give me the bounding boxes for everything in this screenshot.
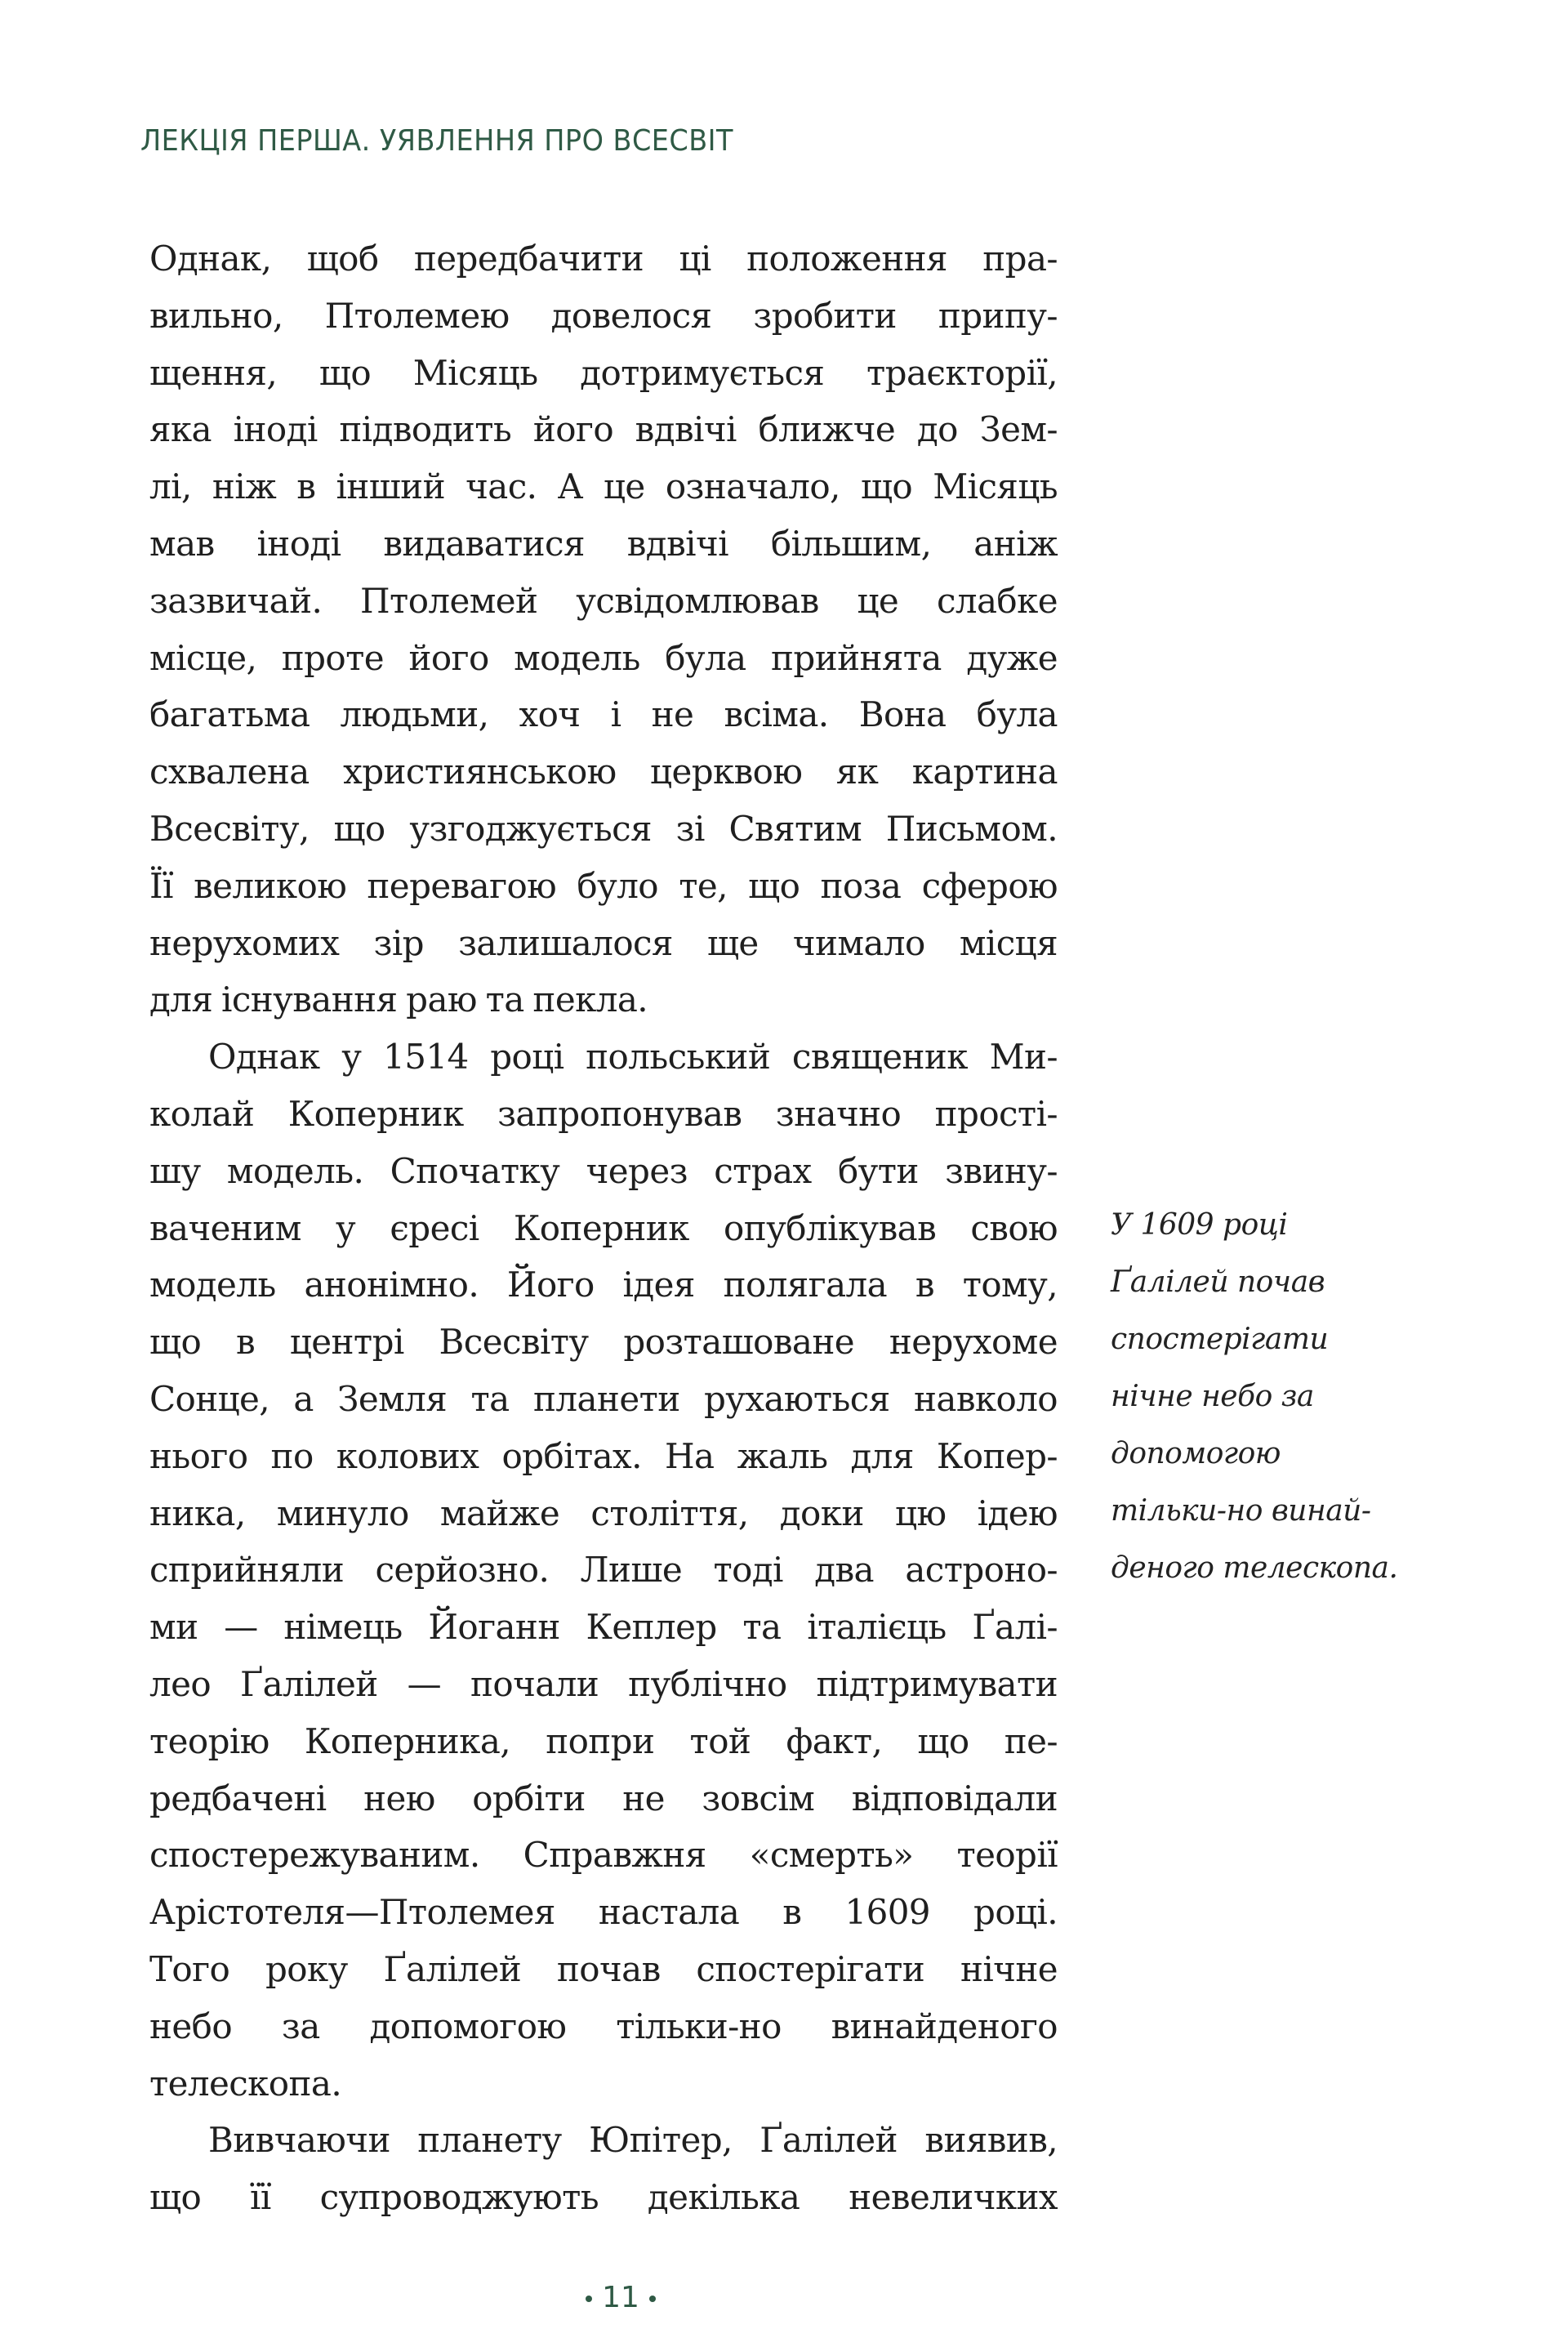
text-line: Її великою перевагою було те, що поза сферою xyxy=(149,865,1058,906)
main-text xyxy=(149,230,1058,2226)
text-line: нього по колових орбітах. На жаль для Копер- xyxy=(149,1435,1058,1476)
text-line: яка іноді підводить його вдвічі ближче до Зем- xyxy=(149,409,1058,450)
text-line: шу модель. Спочатку через страх бути звину- xyxy=(149,1150,1058,1191)
page-number-value: 11 xyxy=(602,2281,639,2314)
text-line: редбачені нею орбіти не зовсім відповідали xyxy=(149,1778,1058,1818)
text-line: спостережуваним. Справжня «смерть» теорії xyxy=(149,1835,1058,1876)
text-line: Всесвіту, що узгоджується зі Святим Письмом. xyxy=(149,808,1058,849)
text-line: Арістотеля—Птолемея настала в 1609 році. xyxy=(149,1892,1058,1933)
margin-note-line: деного телескопа. xyxy=(1111,1551,1398,1585)
running-header: ЛЕКЦІЯ ПЕРША. УЯВЛЕННЯ ПРО ВСЕСВІТ xyxy=(140,124,733,158)
page-number xyxy=(572,2281,670,2314)
text-line: Того року Ґалілей почав спостерігати нічне xyxy=(149,1948,1058,1989)
text-line: Однак, щоб передбачити ці положення пра- xyxy=(149,239,1058,279)
text-line: вильно, Птолемею довелося зробити припу- xyxy=(149,295,1058,336)
text-line: небо за допомогою тільки-но винайденого xyxy=(149,2006,1058,2046)
text-line: схвалена християнською церквою як картина xyxy=(149,752,1058,792)
bullet-dot-left xyxy=(586,2296,592,2302)
text-line: що її супроводжують декілька невеличких xyxy=(149,2177,1058,2218)
text-line: колай Коперник запропонував значно прості- xyxy=(149,1093,1058,1134)
text-line: щення, що Місяць дотримується траєкторії, xyxy=(149,352,1058,393)
margin-note-line: У 1609 році xyxy=(1111,1208,1288,1242)
margin-note-line: спостерігати xyxy=(1111,1323,1329,1356)
text-line: ваченим у єресі Коперник опублікував свою xyxy=(149,1207,1058,1248)
text-line: місце, проте його модель була прийнята дуже xyxy=(149,637,1058,678)
margin-note xyxy=(1111,1197,1437,1597)
text-line: теорію Коперника, попри той факт, що пе- xyxy=(149,1720,1058,1761)
text-line: Сонце, а Земля та планети рухаються навколо xyxy=(149,1378,1058,1419)
text-line: лео Ґалілей — почали публічно підтримувати xyxy=(149,1663,1058,1704)
text-line: лі, ніж в інший час. А це означало, що Місяць xyxy=(149,466,1058,507)
margin-note-line: допомогою xyxy=(1111,1437,1281,1470)
text-line: для існування раю та пекла. xyxy=(149,979,648,1020)
text-line: що в центрі Всесвіту розташоване нерухоме xyxy=(149,1322,1058,1363)
text-line: мав іноді видаватися вдвічі більшим, аніж xyxy=(149,523,1058,564)
text-line: модель анонімно. Його ідея полягала в тому, xyxy=(149,1265,1058,1305)
text-line: сприйняли серйозно. Лише тоді два астроно- xyxy=(149,1550,1058,1591)
text-line: ника, минуло майже століття, доки цю ідею xyxy=(149,1493,1058,1533)
bullet-dot-right xyxy=(649,2296,656,2302)
margin-note-line: Ґалілей почав xyxy=(1111,1265,1325,1299)
text-line: телескопа. xyxy=(149,2063,342,2104)
text-line: нерухомих зір залишалося ще чимало місця xyxy=(149,922,1058,963)
margin-note-line: нічне небо за xyxy=(1111,1380,1314,1413)
text-line: ми — німець Йоганн Кеплер та італієць Ґалі- xyxy=(149,1607,1058,1648)
margin-note-line: тільки-но винай- xyxy=(1111,1494,1371,1528)
text-line: багатьма людьми, хоч і не всіма. Вона була xyxy=(149,694,1058,735)
text-line: Вивчаючи планету Юпітер, Ґалілей виявив, xyxy=(208,2120,1058,2161)
text-line: Однак у 1514 році польський священик Ми- xyxy=(208,1037,1058,1078)
text-line: зазвичай. Птолемей усвідомлював це слабке xyxy=(149,580,1058,621)
